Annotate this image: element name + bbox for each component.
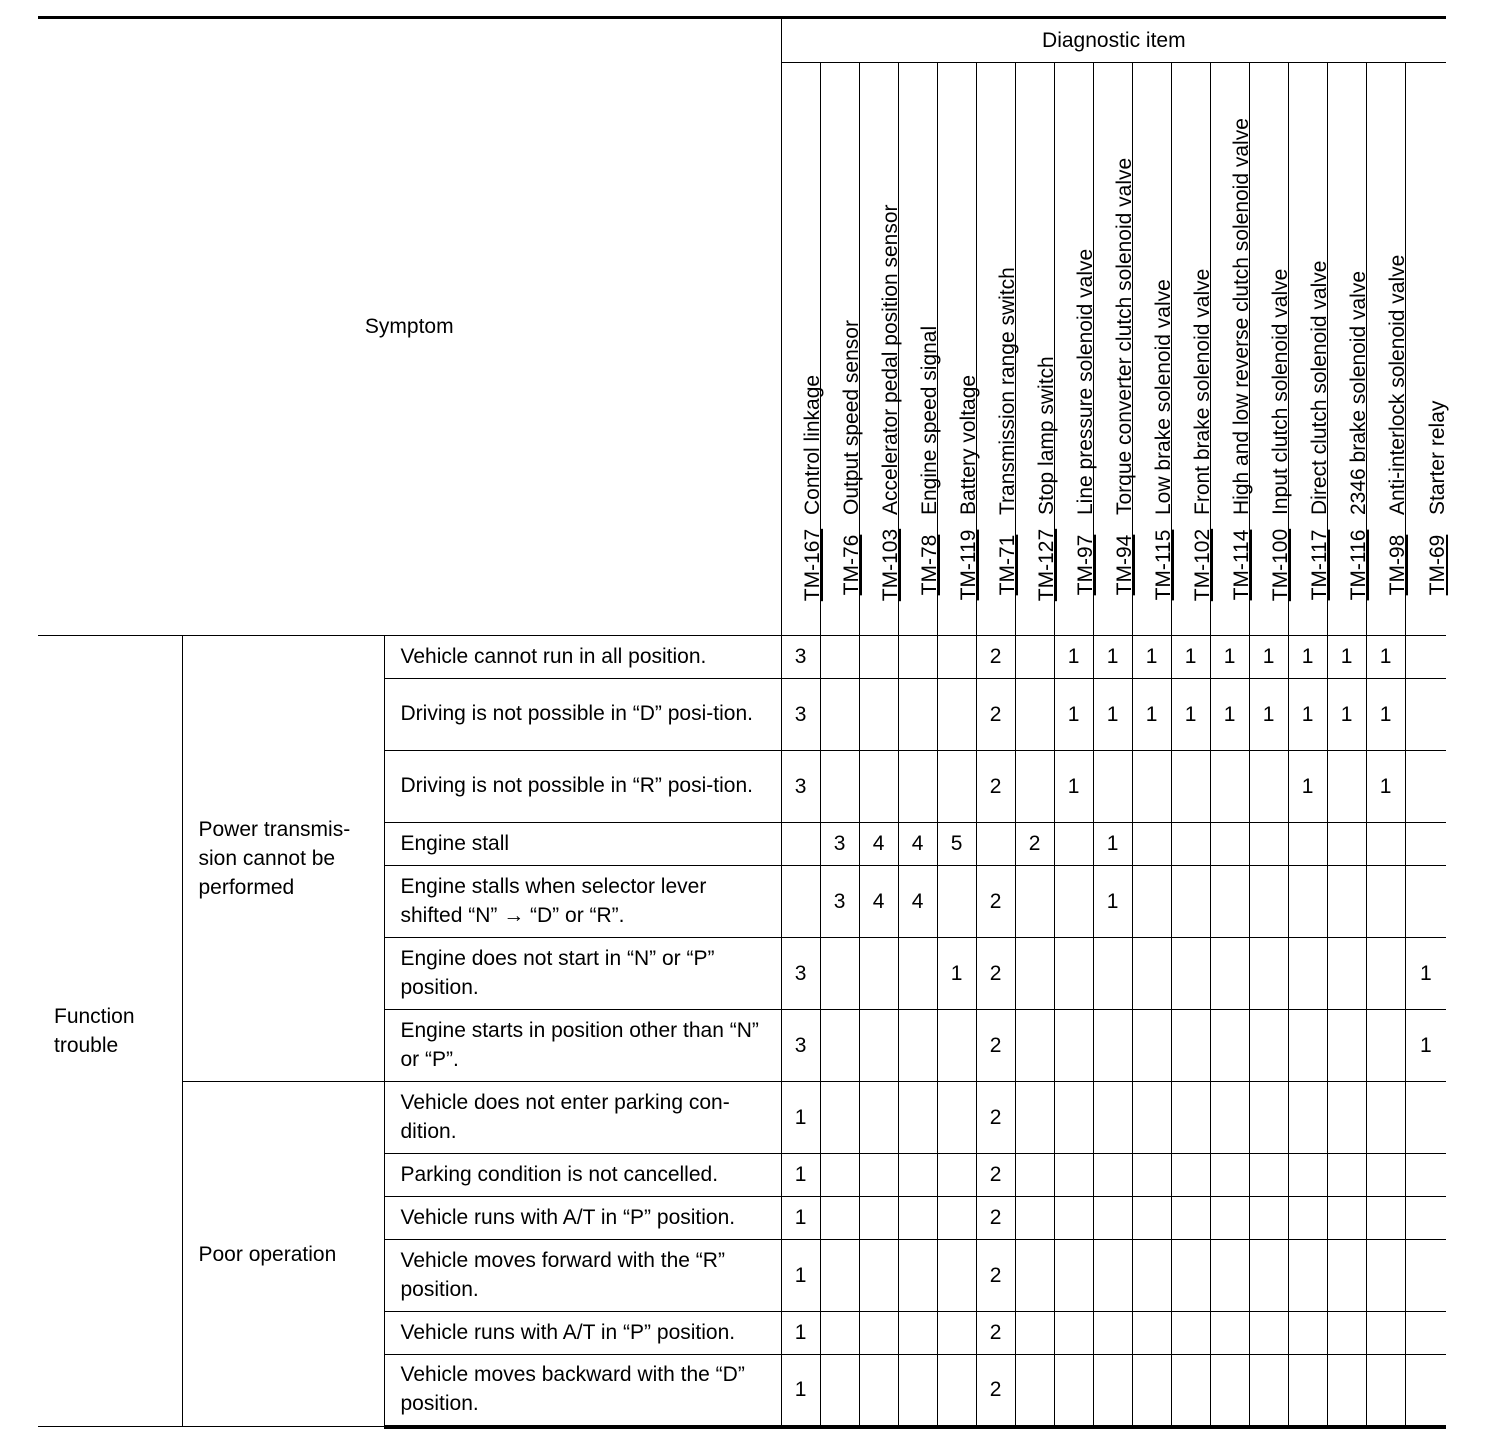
value-cell xyxy=(1249,1197,1288,1240)
value-cell xyxy=(1405,1312,1446,1355)
column-ref-link[interactable]: TM-115 xyxy=(1151,529,1175,601)
value-cell: 3 xyxy=(781,751,820,823)
value-cell xyxy=(898,751,937,823)
column-header xyxy=(1249,63,1292,636)
column-ref-link[interactable]: TM-102 xyxy=(1190,528,1214,602)
value-cell xyxy=(1327,1082,1366,1154)
value-cell: 5 xyxy=(937,823,976,866)
value-cell xyxy=(1366,1154,1405,1197)
value-cell: 1 xyxy=(1405,938,1446,1010)
column-ref-link[interactable]: TM-97 xyxy=(1073,534,1097,596)
value-cell: 1 xyxy=(1132,679,1171,751)
column-label: Control linkage xyxy=(800,374,824,515)
value-cell xyxy=(1210,1355,1249,1427)
value-cell xyxy=(1171,1082,1210,1154)
value-cell xyxy=(820,1082,859,1154)
value-cell: 1 xyxy=(1054,751,1093,823)
value-cell xyxy=(1093,1154,1132,1197)
value-cell: 1 xyxy=(1171,679,1210,751)
symptom-cell: Engine starts in position other than “N” or “P”. xyxy=(384,1010,781,1082)
value-cell: 2 xyxy=(1015,823,1054,866)
value-cell xyxy=(1171,751,1210,823)
value-cell: 2 xyxy=(976,1197,1015,1240)
value-cell xyxy=(1405,1355,1446,1427)
value-cell xyxy=(1405,1154,1446,1197)
symptom-cell: Vehicle does not enter parking con-dition. xyxy=(384,1082,781,1154)
group-cell: Power transmis-sion cannot be performed xyxy=(182,636,384,1082)
value-cell xyxy=(1405,1240,1446,1312)
value-cell xyxy=(1093,1240,1132,1312)
value-cell xyxy=(1015,1355,1054,1427)
value-cell: 2 xyxy=(976,1240,1015,1312)
value-cell xyxy=(1249,1010,1288,1082)
value-cell xyxy=(937,1197,976,1240)
value-cell xyxy=(1054,1010,1093,1082)
value-cell: 2 xyxy=(976,1154,1015,1197)
column-ref-link[interactable]: TM-167 xyxy=(800,528,824,602)
value-cell xyxy=(820,1240,859,1312)
value-cell xyxy=(1210,1082,1249,1154)
value-cell: 2 xyxy=(976,679,1015,751)
value-cell xyxy=(1249,1355,1288,1427)
column-header xyxy=(1327,63,1370,636)
value-cell xyxy=(1249,1312,1288,1355)
value-cell xyxy=(1366,1355,1405,1427)
value-cell xyxy=(1288,823,1327,866)
value-cell: 1 xyxy=(1288,751,1327,823)
symptom-cell: Vehicle moves backward with the “D” position. xyxy=(384,1355,781,1427)
value-cell xyxy=(898,938,937,1010)
value-cell xyxy=(1405,1082,1446,1154)
value-cell xyxy=(1405,679,1446,751)
value-cell: 1 xyxy=(1093,679,1132,751)
column-label: Front brake solenoid valve xyxy=(1190,268,1214,515)
value-cell xyxy=(781,823,820,866)
value-cell xyxy=(1327,938,1366,1010)
value-cell xyxy=(937,1355,976,1427)
value-cell xyxy=(1171,1010,1210,1082)
value-cell xyxy=(1288,866,1327,938)
value-cell xyxy=(1132,1082,1171,1154)
column-header xyxy=(859,63,902,636)
value-cell: 1 xyxy=(1093,636,1132,679)
value-cell xyxy=(1171,866,1210,938)
symptom-cell: Engine stalls when selector lever shifted “N” → “D” or “R”. xyxy=(384,866,781,938)
column-label: Line pressure solenoid valve xyxy=(1073,248,1097,515)
value-cell xyxy=(1132,1197,1171,1240)
value-cell xyxy=(1288,1010,1327,1082)
column-ref-link[interactable]: TM-69 xyxy=(1425,534,1449,596)
value-cell xyxy=(1366,938,1405,1010)
symptom-cell: Vehicle runs with A/T in “P” position. xyxy=(384,1197,781,1240)
column-ref-link[interactable]: TM-119 xyxy=(956,529,980,601)
value-cell xyxy=(1093,1082,1132,1154)
value-cell xyxy=(898,1082,937,1154)
value-cell xyxy=(1327,1312,1366,1355)
category-cell: Function trouble xyxy=(38,636,182,1427)
value-cell xyxy=(1249,1082,1288,1154)
column-header xyxy=(1015,63,1058,636)
value-cell xyxy=(1405,751,1446,823)
value-cell xyxy=(820,636,859,679)
value-cell xyxy=(1015,751,1054,823)
value-cell: 1 xyxy=(1288,679,1327,751)
value-cell xyxy=(1249,823,1288,866)
column-header xyxy=(1288,63,1331,636)
value-cell xyxy=(976,823,1015,866)
table-row xyxy=(38,1082,1446,1154)
value-cell: 1 xyxy=(781,1082,820,1154)
value-cell: 2 xyxy=(976,751,1015,823)
value-cell xyxy=(1366,866,1405,938)
value-cell: 1 xyxy=(1366,636,1405,679)
value-cell: 1 xyxy=(1366,751,1405,823)
value-cell: 1 xyxy=(781,1154,820,1197)
value-cell xyxy=(859,1154,898,1197)
value-cell xyxy=(898,1154,937,1197)
column-ref-link[interactable]: TM-116 xyxy=(1346,529,1370,601)
value-cell xyxy=(937,636,976,679)
symptom-cell: Driving is not possible in “D” posi-tion. xyxy=(384,679,781,751)
value-cell: 1 xyxy=(1093,866,1132,938)
value-cell xyxy=(1132,866,1171,938)
diagnostic-table xyxy=(38,16,1449,1429)
value-cell xyxy=(820,679,859,751)
value-cell xyxy=(1054,1312,1093,1355)
value-cell: 3 xyxy=(781,679,820,751)
value-cell xyxy=(1054,938,1093,1010)
value-cell xyxy=(1171,1154,1210,1197)
column-header xyxy=(1366,63,1409,636)
value-cell xyxy=(1054,1355,1093,1427)
value-cell xyxy=(1015,938,1054,1010)
value-cell xyxy=(1015,636,1054,679)
value-cell xyxy=(898,1010,937,1082)
value-cell: 1 xyxy=(1210,636,1249,679)
value-cell xyxy=(1210,938,1249,1010)
column-header xyxy=(898,63,941,636)
value-cell xyxy=(1210,1010,1249,1082)
value-cell xyxy=(1132,823,1171,866)
value-cell xyxy=(1327,1010,1366,1082)
value-cell xyxy=(1054,1082,1093,1154)
column-ref-link[interactable]: TM-114 xyxy=(1229,529,1253,601)
value-cell xyxy=(937,866,976,938)
symptom-cell: Driving is not possible in “R” posi-tion. xyxy=(384,751,781,823)
column-label: Engine speed signal xyxy=(917,325,941,515)
value-cell xyxy=(1210,823,1249,866)
value-cell: 1 xyxy=(1249,679,1288,751)
value-cell xyxy=(898,1197,937,1240)
column-label: Transmission range switch xyxy=(995,267,1019,515)
column-label: Input clutch solenoid valve xyxy=(1268,268,1292,515)
column-label: Direct clutch solenoid valve xyxy=(1307,260,1331,515)
symptom-header xyxy=(38,18,781,636)
value-cell xyxy=(1366,1010,1405,1082)
value-cell xyxy=(1288,1240,1327,1312)
value-cell xyxy=(1054,1240,1093,1312)
value-cell xyxy=(1366,1197,1405,1240)
value-cell: 2 xyxy=(976,866,1015,938)
column-label: Output speed sensor xyxy=(839,320,863,515)
value-cell xyxy=(1327,1240,1366,1312)
value-cell xyxy=(1171,823,1210,866)
value-cell: 4 xyxy=(859,823,898,866)
value-cell: 1 xyxy=(781,1312,820,1355)
column-header xyxy=(1054,63,1097,636)
value-cell xyxy=(898,636,937,679)
value-cell xyxy=(1405,866,1446,938)
value-cell xyxy=(1327,751,1366,823)
value-cell xyxy=(1171,938,1210,1010)
value-cell xyxy=(1015,1154,1054,1197)
value-cell xyxy=(820,1154,859,1197)
value-cell xyxy=(820,938,859,1010)
value-cell xyxy=(1093,751,1132,823)
value-cell xyxy=(937,1312,976,1355)
value-cell xyxy=(1327,823,1366,866)
column-header xyxy=(1405,63,1449,636)
column-label: Battery voltage xyxy=(956,374,980,515)
value-cell xyxy=(1405,636,1446,679)
column-ref-link[interactable]: TM-94 xyxy=(1112,534,1136,596)
value-cell xyxy=(1093,938,1132,1010)
table-body xyxy=(38,636,1446,1427)
column-header xyxy=(1171,63,1214,636)
value-cell: 1 xyxy=(1132,636,1171,679)
value-cell xyxy=(937,1154,976,1197)
value-cell xyxy=(859,1197,898,1240)
value-cell: 2 xyxy=(976,1312,1015,1355)
group-cell: Poor operation xyxy=(182,1082,384,1427)
value-cell xyxy=(1327,866,1366,938)
value-cell: 3 xyxy=(820,823,859,866)
value-cell xyxy=(1132,938,1171,1010)
value-cell xyxy=(1366,1312,1405,1355)
value-cell xyxy=(1366,1082,1405,1154)
value-cell xyxy=(1249,938,1288,1010)
value-cell: 4 xyxy=(898,823,937,866)
value-cell xyxy=(859,1312,898,1355)
value-cell xyxy=(1405,1197,1446,1240)
value-cell xyxy=(1366,823,1405,866)
value-cell xyxy=(1210,1197,1249,1240)
value-cell: 1 xyxy=(1210,679,1249,751)
column-ref-link[interactable]: TM-98 xyxy=(1385,534,1409,596)
value-cell: 4 xyxy=(859,866,898,938)
value-cell xyxy=(898,679,937,751)
value-cell: 2 xyxy=(976,636,1015,679)
value-cell xyxy=(859,1010,898,1082)
value-cell xyxy=(820,1010,859,1082)
value-cell xyxy=(859,751,898,823)
value-cell xyxy=(781,866,820,938)
value-cell xyxy=(1210,1240,1249,1312)
value-cell xyxy=(1210,751,1249,823)
value-cell: 1 xyxy=(937,938,976,1010)
column-ref-link[interactable]: TM-78 xyxy=(917,534,941,596)
value-cell xyxy=(1015,1082,1054,1154)
value-cell xyxy=(1327,1197,1366,1240)
value-cell: 1 xyxy=(781,1355,820,1427)
value-cell: 1 xyxy=(1366,679,1405,751)
value-cell xyxy=(820,751,859,823)
value-cell xyxy=(1054,866,1093,938)
value-cell xyxy=(1054,823,1093,866)
symptom-cell: Parking condition is not cancelled. xyxy=(384,1154,781,1197)
value-cell xyxy=(859,1240,898,1312)
value-cell xyxy=(1132,1240,1171,1312)
value-cell xyxy=(1093,1355,1132,1427)
value-cell: 3 xyxy=(781,1010,820,1082)
value-cell xyxy=(1015,866,1054,938)
value-cell xyxy=(1054,1197,1093,1240)
value-cell: 2 xyxy=(976,1010,1015,1082)
column-header xyxy=(820,63,863,636)
value-cell xyxy=(1171,1240,1210,1312)
value-cell: 2 xyxy=(976,1082,1015,1154)
value-cell xyxy=(1210,1312,1249,1355)
value-cell xyxy=(1171,1355,1210,1427)
symptom-cell: Vehicle cannot run in all position. xyxy=(384,636,781,679)
value-cell: 1 xyxy=(1327,636,1366,679)
value-cell xyxy=(1288,1082,1327,1154)
value-cell xyxy=(937,1082,976,1154)
value-cell xyxy=(1249,1154,1288,1197)
value-cell: 1 xyxy=(1327,679,1366,751)
column-ref-link[interactable]: TM-127 xyxy=(1034,528,1058,602)
value-cell xyxy=(859,938,898,1010)
value-cell xyxy=(820,1355,859,1427)
value-cell xyxy=(937,1240,976,1312)
value-cell: 1 xyxy=(1249,636,1288,679)
column-ref-link[interactable]: TM-117 xyxy=(1307,529,1331,601)
diagnostic-item-header-label: Diagnostic item xyxy=(1042,28,1186,52)
value-cell xyxy=(820,1197,859,1240)
symptom-cell: Engine stall xyxy=(384,823,781,866)
value-cell xyxy=(1171,1197,1210,1240)
column-header xyxy=(1132,63,1175,636)
column-ref-link[interactable]: TM-103 xyxy=(878,528,902,602)
value-cell xyxy=(859,679,898,751)
value-cell xyxy=(1249,1240,1288,1312)
value-cell xyxy=(820,1312,859,1355)
value-cell xyxy=(1054,1154,1093,1197)
value-cell xyxy=(1093,1312,1132,1355)
column-ref-link[interactable]: TM-76 xyxy=(839,534,863,596)
symptom-header-label: Symptom xyxy=(364,315,454,338)
value-cell xyxy=(898,1355,937,1427)
value-cell xyxy=(1288,1312,1327,1355)
value-cell xyxy=(1132,1312,1171,1355)
value-cell xyxy=(1015,1240,1054,1312)
column-label: Stop lamp switch xyxy=(1034,356,1058,515)
value-cell xyxy=(1366,1240,1405,1312)
value-cell xyxy=(1249,751,1288,823)
column-label: Low brake solenoid valve xyxy=(1151,279,1175,515)
column-header xyxy=(976,63,1019,636)
value-cell: 1 xyxy=(781,1197,820,1240)
value-cell: 2 xyxy=(976,1355,1015,1427)
symptom-cell: Vehicle moves forward with the “R” position. xyxy=(384,1240,781,1312)
value-cell xyxy=(859,636,898,679)
value-cell xyxy=(1132,1010,1171,1082)
column-label: High and low reverse clutch solenoid valve xyxy=(1229,118,1253,515)
value-cell xyxy=(1132,1355,1171,1427)
value-cell xyxy=(859,1082,898,1154)
value-cell: 3 xyxy=(781,636,820,679)
value-cell: 1 xyxy=(1093,823,1132,866)
value-cell: 2 xyxy=(976,938,1015,1010)
symptom-cell: Vehicle runs with A/T in “P” position. xyxy=(384,1312,781,1355)
value-cell xyxy=(1210,866,1249,938)
value-cell xyxy=(1288,1355,1327,1427)
value-cell xyxy=(1132,751,1171,823)
value-cell: 1 xyxy=(1171,636,1210,679)
column-label: Torque converter clutch solenoid valve xyxy=(1112,157,1136,515)
value-cell xyxy=(1405,823,1446,866)
column-label: 2346 brake solenoid valve xyxy=(1346,270,1370,515)
value-cell xyxy=(1015,1010,1054,1082)
value-cell xyxy=(1015,1312,1054,1355)
column-ref-link[interactable]: TM-71 xyxy=(995,534,1019,596)
value-cell: 4 xyxy=(898,866,937,938)
value-cell xyxy=(937,679,976,751)
value-cell xyxy=(1288,1154,1327,1197)
value-cell xyxy=(1171,1312,1210,1355)
value-cell xyxy=(1288,938,1327,1010)
table-row xyxy=(38,636,1446,679)
value-cell xyxy=(898,1240,937,1312)
value-cell xyxy=(1132,1154,1171,1197)
value-cell xyxy=(1093,1010,1132,1082)
value-cell xyxy=(937,1010,976,1082)
column-label: Anti-interlock solenoid valve xyxy=(1385,254,1409,515)
symptom-cell: Engine does not start in “N” or “P” position. xyxy=(384,938,781,1010)
column-header xyxy=(937,63,980,636)
value-cell: 1 xyxy=(1405,1010,1446,1082)
column-label: Starter relay xyxy=(1425,400,1449,515)
value-cell: 3 xyxy=(820,866,859,938)
value-cell xyxy=(1015,679,1054,751)
column-header xyxy=(1093,63,1136,636)
value-cell xyxy=(1288,1197,1327,1240)
column-header xyxy=(1210,63,1253,636)
value-cell xyxy=(1327,1154,1366,1197)
value-cell xyxy=(1093,1197,1132,1240)
column-ref-link[interactable]: TM-100 xyxy=(1268,528,1292,602)
value-cell xyxy=(1210,1154,1249,1197)
value-cell: 1 xyxy=(1054,636,1093,679)
value-cell xyxy=(1327,1355,1366,1427)
value-cell xyxy=(859,1355,898,1427)
column-label: Accelerator pedal position sensor xyxy=(878,204,902,515)
value-cell xyxy=(1015,1197,1054,1240)
column-header xyxy=(781,63,824,636)
value-cell xyxy=(898,1312,937,1355)
value-cell: 1 xyxy=(1054,679,1093,751)
value-cell: 3 xyxy=(781,938,820,1010)
value-cell: 1 xyxy=(781,1240,820,1312)
value-cell: 1 xyxy=(1288,636,1327,679)
diagnostic-item-header xyxy=(781,18,1446,63)
value-cell xyxy=(937,751,976,823)
value-cell xyxy=(1249,866,1288,938)
